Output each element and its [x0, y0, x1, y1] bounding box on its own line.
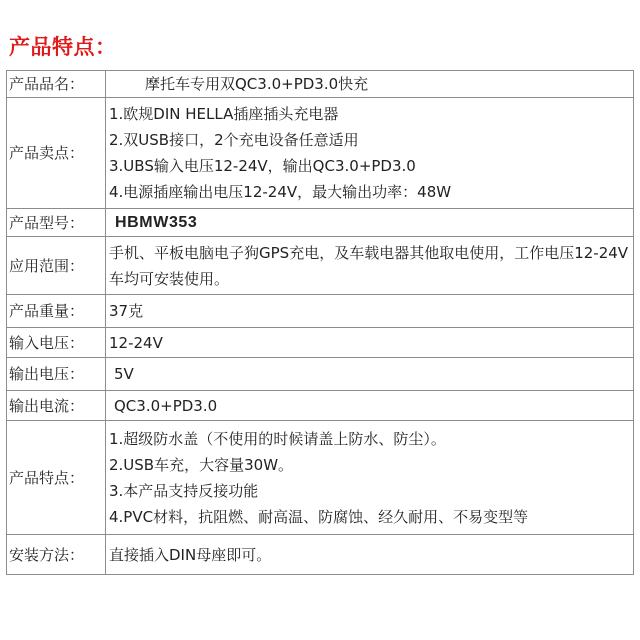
- spec-table: [6, 70, 634, 575]
- row-label: 安装方法：: [7, 535, 106, 575]
- row-value: [106, 98, 634, 209]
- selling-point-1: 1.欧规DIN HELLA插座插头充电器: [109, 105, 339, 123]
- table-row-application: [7, 237, 634, 295]
- table-row-output-current: [7, 391, 634, 421]
- installation-value: 直接插入DIN母座即可。: [109, 545, 272, 564]
- feature-1: 1.超级防水盖（不使用的时候请盖上防水、防尘）。: [109, 429, 446, 448]
- model-number: HBMW353: [115, 213, 198, 231]
- row-value: [106, 237, 634, 295]
- output-current-value: QC3.0+PD3.0: [114, 396, 218, 415]
- row-label: 产品卖点：: [7, 98, 106, 209]
- row-value: [106, 328, 634, 358]
- feature-4: 4.PVC材料，抗阻燃、耐高温、防腐蚀、经久耐用、不易变型等: [109, 507, 529, 526]
- table-row-installation: [7, 535, 634, 575]
- row-label: 产品型号：: [7, 209, 106, 237]
- row-value: [106, 421, 634, 535]
- row-label: 产品重量：: [7, 295, 106, 328]
- selling-point-3: 3.UBS输入电压12-24V，输出QC3.0+PD3.0: [109, 157, 416, 175]
- table-row-features: [7, 421, 634, 535]
- table-row-selling-points: [7, 98, 634, 209]
- table-row-weight: [7, 295, 634, 328]
- page-heading: 产品特点：: [9, 34, 117, 59]
- row-label: 输出电压：: [7, 358, 106, 391]
- product-name-value: 摩托车专用双QC3.0+PD3.0快充: [145, 75, 369, 93]
- row-value: [106, 535, 634, 575]
- feature-2: 2.USB车充，大容量30W。: [109, 455, 294, 474]
- selling-point-4: 4.电源插座输出电压12-24V，最大输出功率：48W: [109, 183, 452, 201]
- weight-value: 37克: [109, 302, 144, 320]
- selling-point-2: 2.双USB接口，2个充电设备任意适用: [109, 131, 359, 149]
- application-text: 手机、平板电脑电子狗GPS充电，及车载电器其他取电使用，工作电压12-24V车均可安装使用。: [109, 243, 629, 288]
- row-label: 应用范围：: [7, 237, 106, 295]
- table-row-model: [7, 209, 634, 237]
- row-label: 产品品名：: [7, 71, 106, 98]
- row-label: 产品特点：: [7, 421, 106, 535]
- row-value: [106, 358, 634, 391]
- input-voltage-value: 12-24V: [109, 333, 163, 352]
- output-voltage-value: 5V: [114, 365, 134, 383]
- row-value: [106, 391, 634, 421]
- table-row-output-voltage: [7, 358, 634, 391]
- row-label: 输入电压：: [7, 328, 106, 358]
- row-label: 输出电流：: [7, 391, 106, 421]
- feature-3: 3.本产品支持反接功能: [109, 481, 259, 500]
- row-value: [106, 71, 634, 98]
- row-value: [106, 295, 634, 328]
- row-value: [106, 209, 634, 237]
- table-row-input-voltage: [7, 328, 634, 358]
- table-row-product-name: [7, 71, 634, 98]
